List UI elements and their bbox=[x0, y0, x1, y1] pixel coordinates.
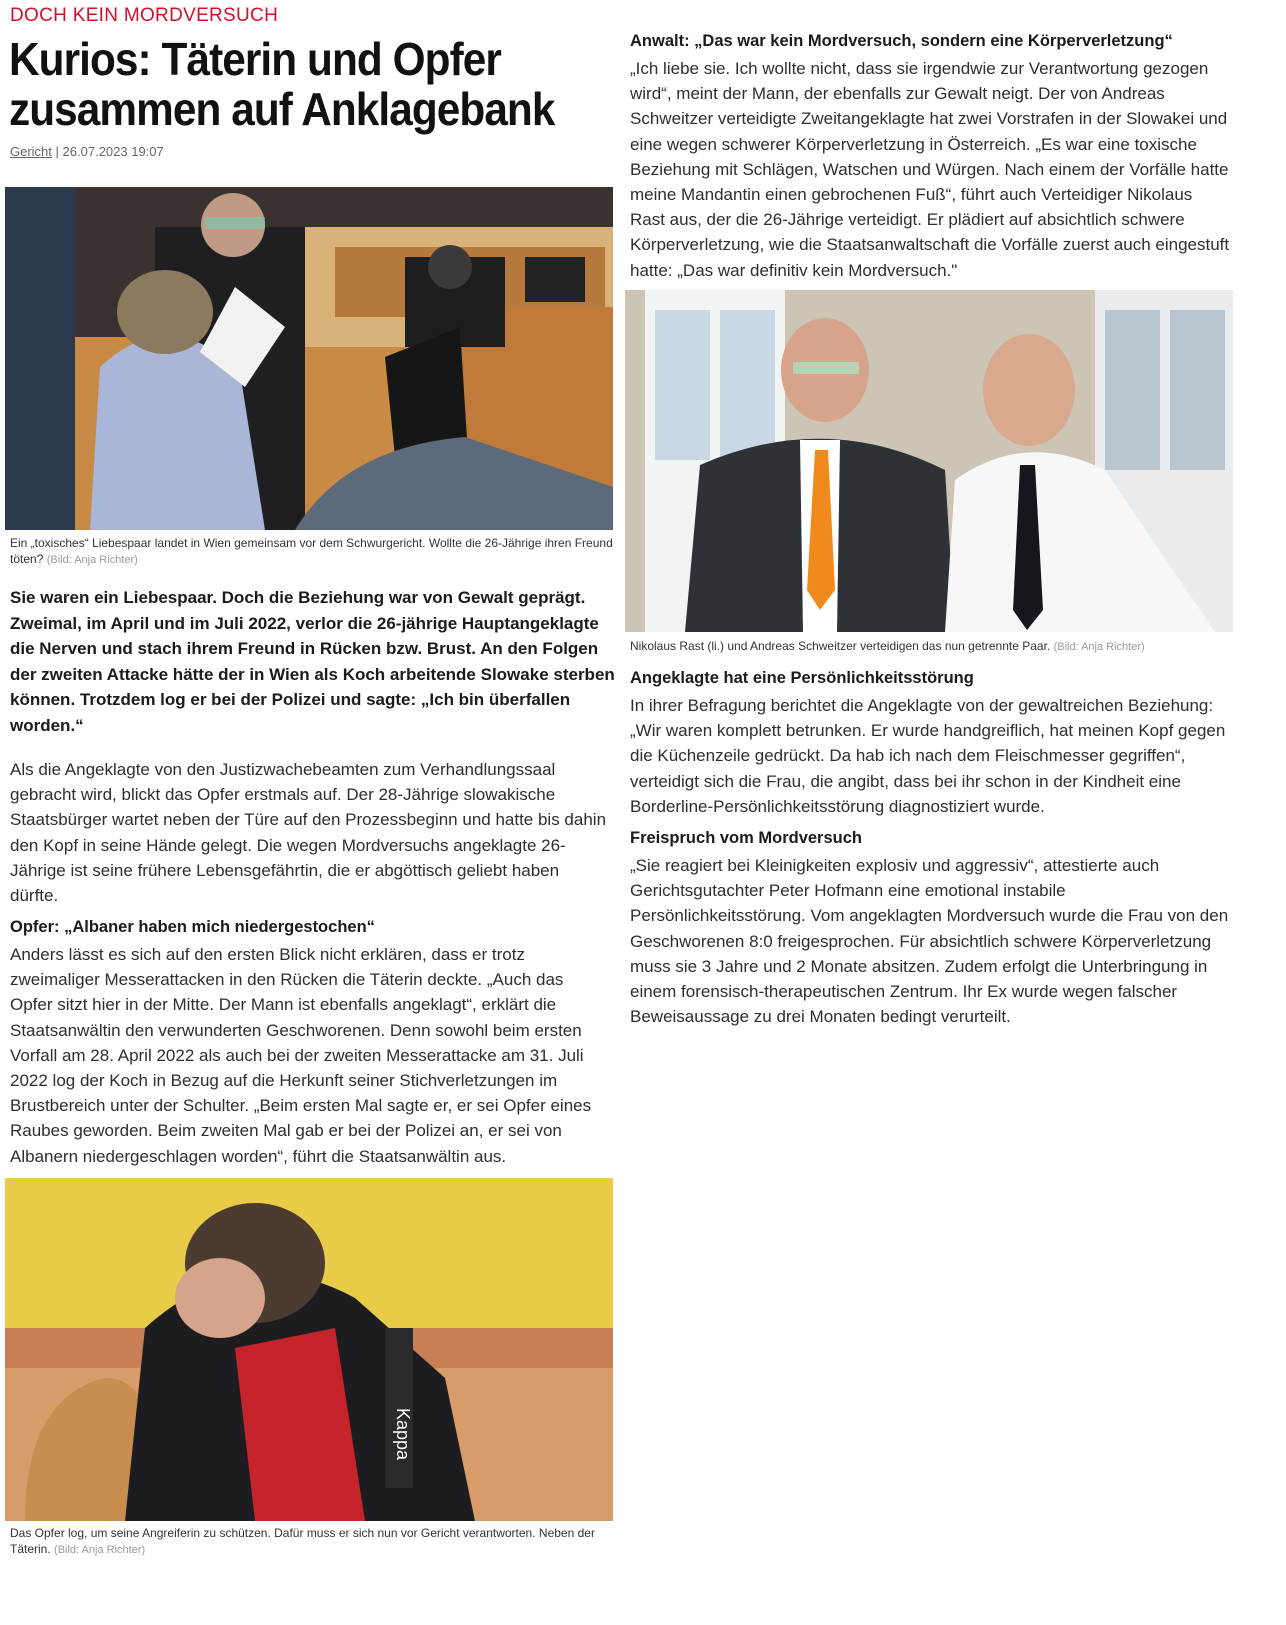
article-paragraph: Als die Angeklagte von den Justizwachebeamten zum Verhandlungssaal gebracht wird, blickt das Opfer erstmals auf. Der 28-Jährige slowakische Staatsbürger wartet neben der Türe auf den Prozessbeginn und hatte bis dahin den Kopf in seine Hände gelegt. Die wegen Mordversuchs angeklagte 26-Jährige ist seine frühere Lebensgefährtin, die er abgöttisch geliebt haben dürfte. bbox=[10, 760, 607, 906]
caption-text: Nikolaus Rast (li.) und Andreas Schweitzer verteidigen das nun getrennte Paar. bbox=[630, 639, 1051, 653]
lawyers-caption bbox=[630, 638, 1230, 655]
svg-text:Kappa: Kappa bbox=[393, 1408, 413, 1461]
caption-text: Ein „toxisches“ Liebespaar landet in Wien gemeinsam vor dem Schwurgericht. Wollte die 26-Jährige ihren Freund töten? bbox=[10, 536, 613, 566]
section-heading: Anwalt: „Das war kein Mordversuch, sondern eine Körperverletzung“ bbox=[630, 32, 1173, 50]
victim-photo-graphic bbox=[5, 1178, 613, 1521]
section-heading: Angeklagte hat eine Persönlichkeitsstörung bbox=[630, 669, 974, 687]
category-link[interactable]: Gericht bbox=[10, 144, 52, 159]
publish-date: 26.07.2023 19:07 bbox=[62, 144, 164, 159]
caption-credit: (Bild: Anja Richter) bbox=[54, 1544, 146, 1556]
caption-credit: (Bild: Anja Richter) bbox=[46, 554, 138, 566]
courtroom-photo bbox=[5, 187, 613, 530]
article-lead: Sie waren ein Liebespaar. Doch die Beziehung war von Gewalt geprägt. Zweimal, im April und im Juli 2022, verlor die 26-jährige Hauptangeklagte die Nerven und stach ihrem Freund in Rücken bzw. Brust. An den Folgen der zweiten Attacke hätte der in Wien als Koch arbeitende Slowake sterben können. Trotzdem log er bei der Polizei und sagte: „Ich bin überfallen worden.“ bbox=[10, 588, 615, 735]
article-headline: Kurios: Täterin und Opfer zusammen auf Anklagebank bbox=[9, 33, 555, 135]
lawyers-photo bbox=[625, 290, 1233, 632]
victim-photo bbox=[5, 1178, 613, 1521]
section-heading: Freispruch vom Mordversuch bbox=[630, 829, 862, 847]
courtroom-photo-graphic bbox=[5, 187, 613, 530]
victim-caption bbox=[10, 1525, 610, 1558]
article-paragraph: Anders lässt es sich auf den ersten Blick nicht erklären, dass er trotz zweimaliger Messerattacken in den Rücken die Täterin deckte. „Auch das Opfer sitzt hier in der Mitte. Der Mann ist ebenfalls angeklagt“, erklärt die Staatsanwältin den verwunderten Geschworenen. Denn sowohl beim ersten Vorfall am 28. April 2022 als auch bei der zweiten Messerattacke am 31. Juli 2022 log der Koch in Bezug auf die Herkunft seiner Stichverletzungen im Brustbereich unter der Schulter. „Beim ersten Mal sagte er, er sei Opfer eines Raubes geworden. Beim zweiten Mal gab er bei der Polizei an, er sei von Albanern niedergeschlagen worden“, führt die Staatsanwältin aus. bbox=[10, 945, 592, 1166]
courtroom-caption bbox=[10, 535, 615, 568]
section-heading: Opfer: „Albaner haben mich niedergestochen“ bbox=[10, 918, 375, 936]
meta-separator: | bbox=[55, 144, 59, 159]
article-paragraph: „Sie reagiert bei Kleinigkeiten explosiv und aggressiv“, attestierte auch Gerichtsgutachter Peter Hofmann eine emotional instabile Persönlichkeitsstörung. Vom angeklagten Mordversuch wurde die Frau von den Geschworenen 8:0 freigesprochen. Für absichtlich schwere Körperverletzung muss sie 3 Jahre und 2 Monate absitzen. Zudem erfolgt die Unterbringung in einem forensisch-therapeutischen Zentrum. Ihr Ex wurde wegen falscher Beweisaussage zu drei Monaten bedingt verurteilt. bbox=[630, 856, 1229, 1027]
lawyers-photo-graphic bbox=[625, 290, 1233, 632]
article-paragraph: In ihrer Befragung berichtet die Angeklagte von der gewaltreichen Beziehung: „Wir waren komplett betrunken. Er wurde handgreiflich, hat meinen Kopf gegen die Küchenzeile gedrückt. Da hab ich nach dem Fleischmesser gegriffen“, verteidigt sich die Frau, die angibt, dass bei ihr schon in der Kindheit eine Borderline-Persönlichkeitsstörung diagnostiziert wurde. bbox=[630, 696, 1226, 816]
article-meta bbox=[10, 144, 164, 159]
article-kicker: DOCH KEIN MORDVERSUCH bbox=[10, 5, 279, 26]
caption-text: Das Opfer log, um seine Angreiferin zu schützen. Dafür muss er sich nun vor Gericht verantworten. Neben der Täterin. bbox=[10, 1526, 595, 1556]
article-paragraph: „Ich liebe sie. Ich wollte nicht, dass sie irgendwie zur Verantwortung gezogen wird“, meint der Mann, der ebenfalls zur Gewalt neigt. Der von Andreas Schweitzer verteidigte Zweitangeklagte hat zwei Vorstrafen in der Slowakei und eine wegen schwerer Körperverletzung in Österreich. „Es war eine toxische Beziehung mit Schlägen, Watschen und Würgen. Nach einem der Vorfälle hatte meine Mandantin einen gebrochenen Fuß“, führt auch Verteidiger Nikolaus Rast aus, der die 26-Jährige verteidigt. Er plädiert auf absichtlich schwere Körperverletzung, wie die Staatsanwaltschaft die Vorfälle zuerst auch eingestuft hatte: „Das war definitiv kein Mordversuch." bbox=[630, 59, 1230, 280]
caption-credit: (Bild: Anja Richter) bbox=[1053, 641, 1145, 653]
